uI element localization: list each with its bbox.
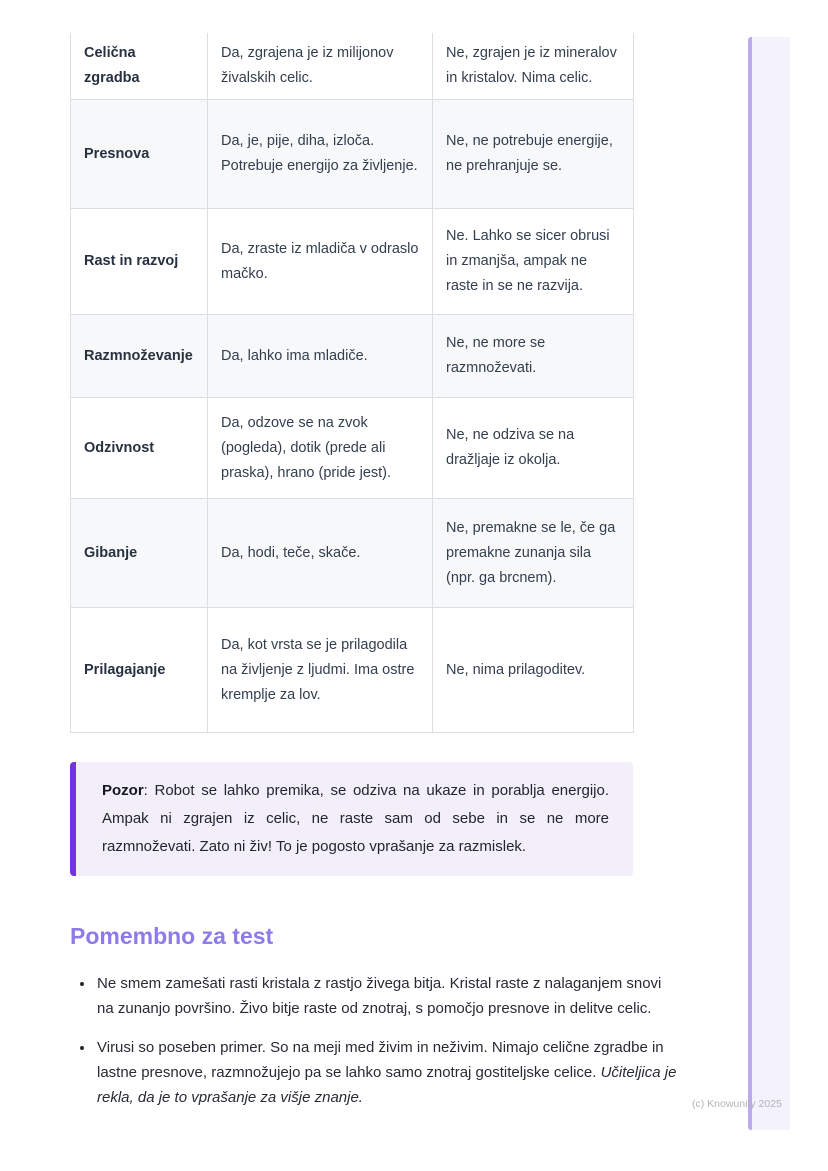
answer-yes-cell: Da, kot vrsta se je prilagodila na življenje z ljudmi. Ima ostre kremplje za lov. <box>208 608 433 733</box>
page-edge-decoration <box>748 37 790 1130</box>
list-item-text: Virusi so poseben primer. So na meji med živim in neživim. Nimajo celične zgradbe in lastne presnove, razmnožujejo pa se lahko samo znotraj gostiteljske celice. <box>97 1039 664 1081</box>
answer-no-cell: Ne, zgrajen je iz mineralov in kristalov. Nima celic. <box>433 33 634 100</box>
list-item-text: Ne smem zamešati rasti kristala z rastjo živega bitja. Kristal raste z nalaganjem snovi na zunanjo površino. Živo bitje raste od znotraj, s pomočjo presnove in delitve celic. <box>97 975 662 1017</box>
criterion-label-cell: Razmnoževanje <box>71 315 208 398</box>
watermark: (c) Knowunity 2025 <box>692 1098 782 1110</box>
table-row <box>71 315 634 398</box>
answer-yes-cell: Da, je, pije, diha, izloča. Potrebuje energijo za življenje. <box>208 100 433 209</box>
answer-yes-cell: Da, zraste iz mladiča v odraslo mačko. <box>208 209 433 315</box>
answer-no-cell: Ne, ne potrebuje energije, ne prehranjuje se. <box>433 100 634 209</box>
list-item <box>95 971 681 1021</box>
callout-label: Pozor <box>102 782 144 799</box>
criterion-label-cell: Odzivnost <box>71 398 208 499</box>
section-title: Pomembno za test <box>70 923 274 949</box>
table-row <box>71 33 634 100</box>
answer-no-cell: Ne, ne odziva se na dražljaje iz okolja. <box>433 398 634 499</box>
answer-no-cell: Ne, nima prilagoditev. <box>433 608 634 733</box>
answer-no-cell: Ne, ne more se razmnoževati. <box>433 315 634 398</box>
criterion-label-cell: Presnova <box>71 100 208 209</box>
callout-text: : Robot se lahko premika, se odziva na ukaze in porablja energijo. Ampak ni zgrajen iz celic, ne raste sam od sebe in se ne more razmnoževati. Zato ni živ! To je pogosto vprašanje za razmislek. <box>102 782 609 855</box>
list-item <box>95 1035 681 1110</box>
callout-note <box>70 762 633 876</box>
criterion-label-cell: Rast in razvoj <box>71 209 208 315</box>
table-row <box>71 608 634 733</box>
criterion-label-cell: Prilagajanje <box>71 608 208 733</box>
italic-note: Učiteljica je rekla, da je to vprašanje za višje znanje. <box>97 1064 677 1106</box>
answer-yes-cell: Da, zgrajena je iz milijonov živalskih celic. <box>208 33 433 100</box>
answer-yes-cell: Da, lahko ima mladiče. <box>208 315 433 398</box>
criterion-label-cell: Gibanje <box>71 499 208 608</box>
answer-no-cell: Ne. Lahko se sicer obrusi in zmanjša, ampak ne raste in se ne razvija. <box>433 209 634 315</box>
living-vs-nonliving-table <box>70 33 634 733</box>
notes-list <box>70 971 681 1124</box>
table-row <box>71 499 634 608</box>
table-row <box>71 398 634 499</box>
answer-no-cell: Ne, premakne se le, če ga premakne zunanja sila (npr. ga brcnem). <box>433 499 634 608</box>
criterion-label-cell: Celična zgradba <box>71 33 208 100</box>
table-row <box>71 100 634 209</box>
answer-yes-cell: Da, hodi, teče, skače. <box>208 499 433 608</box>
table-row <box>71 209 634 315</box>
answer-yes-cell: Da, odzove se na zvok (pogleda), dotik (prede ali praska), hrano (pride jest). <box>208 398 433 499</box>
